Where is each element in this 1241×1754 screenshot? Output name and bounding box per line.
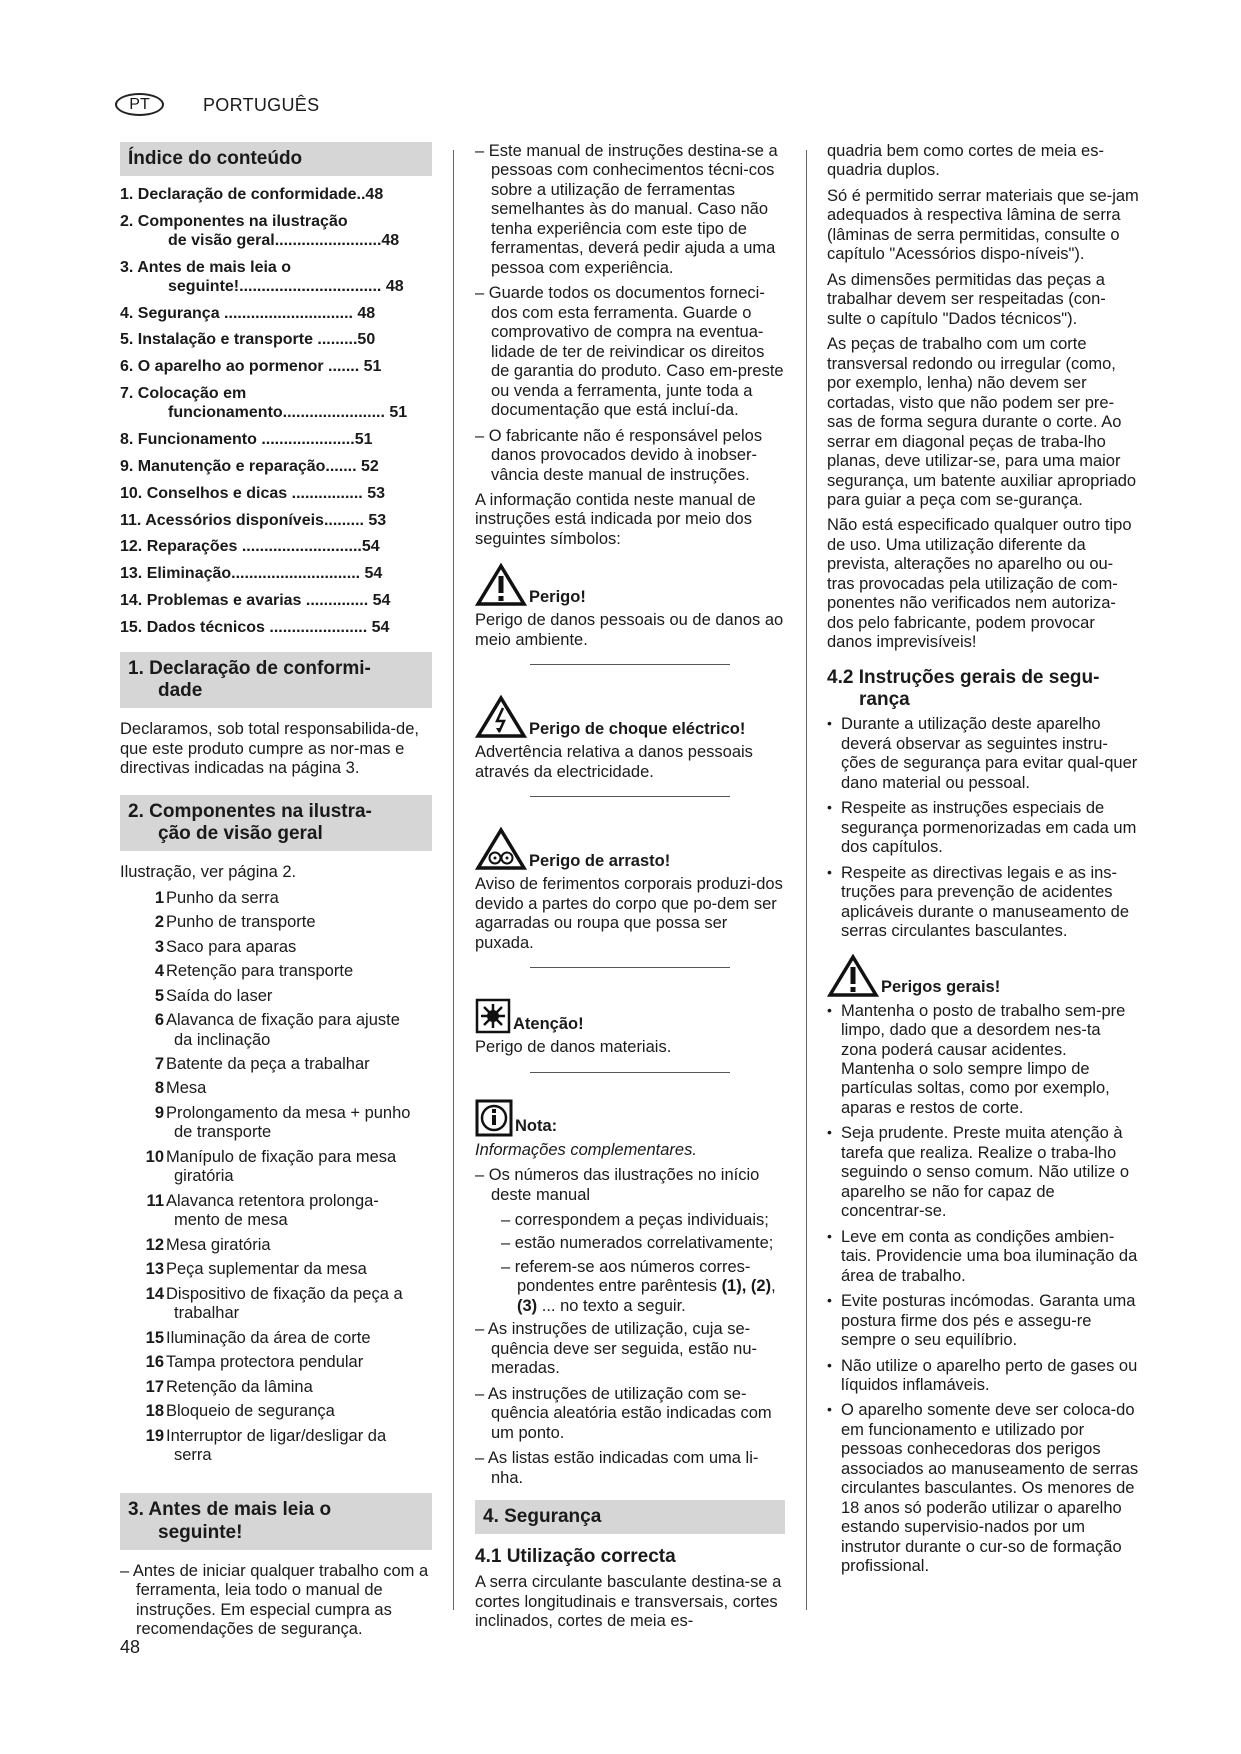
list-item: 13 Peça suplementar da mesa: [145, 1260, 367, 1279]
list-item: 6 Alavanca de fixação para ajuste da inclinação: [154, 1011, 400, 1049]
list-item: 17 Retenção da lâmina: [145, 1377, 313, 1396]
language-label: PORTUGUÊS: [203, 95, 320, 115]
section-1-heading: 1. Declaração de conformi- dade: [120, 652, 432, 708]
list-item: 16 Tampa protectora pendular: [145, 1353, 364, 1372]
section-2-heading: 2. Componentes na ilustra- ção de visão geral: [120, 795, 432, 851]
divider: [530, 967, 730, 968]
entanglement-label: Perigo de arrasto!: [529, 851, 671, 870]
list-item: 5 Saída do laser: [154, 986, 273, 1005]
electric-label: Perigo de choque eléctrico!: [529, 719, 746, 738]
paragraph: – Guarde todos os documentos forneci-dos com esta ferramenta. Guarde o comprovativo de compra na eventua-lidade de ter de reivindicar os direitos de garantia do produto. Caso em-preste ou venda a ferramenta, junte toda a documentação que está incluí-da.: [475, 284, 784, 420]
danger-symbol: [475, 563, 785, 607]
section-4-1-heading: 4.1 Utilização correcta: [475, 1546, 676, 1568]
list-item: 10 Manípulo de fixação para mesa giratória: [145, 1147, 397, 1186]
warning-triangle-icon: [475, 563, 527, 607]
paragraph: – referem-se aos números corres-pondentes entre parêntesis (1), (2), (3) ... no texto a seguir.: [501, 1257, 776, 1315]
list-item: 2 Punho de transporte: [154, 913, 316, 932]
entanglement-icon: [475, 827, 527, 871]
paragraph: A serra circulante basculante destina-se a cortes longitudinais e transversais, cortes inclinados, cortes de meia es-: [475, 1573, 782, 1631]
divider: [530, 1072, 730, 1073]
list-item: 4 Retenção para transporte: [154, 962, 354, 981]
list-item: 15 Iluminação da área de corte: [145, 1328, 371, 1347]
toc-item[interactable]: 2. Componentes na ilustração de visão geral........................48: [120, 213, 400, 249]
list-item: 18 Bloqueio de segurança: [145, 1402, 335, 1421]
paragraph: As dimensões permitidas das peças a trabalhar devem ser respeitadas (con-sulte o capítulo "Dados técnicos").: [827, 270, 1106, 328]
column-divider: [806, 150, 807, 1610]
section-3-text: – Antes de iniciar qualquer trabalho com a ferramenta, leia todo o manual de instruções. Em especial cumpra as recomendações de segurança.: [120, 1561, 429, 1639]
section-2-intro: Ilustração, ver página 2.: [120, 863, 297, 882]
list-item: 9 Prolongamento da mesa + punho de transporte: [154, 1103, 411, 1142]
paragraph: – As instruções de utilização, cuja se-quência deve ser seguida, estão nu-meradas.: [475, 1320, 758, 1378]
list-item: 11 Alavanca retentora prolonga- mento de mesa: [146, 1191, 379, 1230]
general-danger-label: Perigos gerais!: [881, 978, 1001, 997]
list-item: • Respeite as directivas legais e as ins-truções para prevenção de acidentes aplicáveis durante o manuseamento de serras circulantes basculantes.: [827, 864, 1139, 942]
list-item: 8 Mesa: [154, 1079, 207, 1098]
section-4-heading: 4. Segurança: [475, 1500, 785, 1534]
column-2: [475, 142, 785, 1638]
toc-item[interactable]: 7. Colocação em funcionamento....................... 51: [120, 385, 408, 422]
section-4-2-heading: 4.2 Instruções gerais de segu- rança: [827, 666, 1100, 710]
paragraph: – estão numerados correlativamente;: [501, 1234, 774, 1253]
column-3: [827, 142, 1139, 1583]
toc-item[interactable]: 1. Declaração de conformidade..48: [120, 186, 384, 204]
language-badge: PT: [115, 93, 164, 116]
list-item: 19 Interruptor de ligar/desligar da serra: [145, 1426, 387, 1464]
list-item: • Durante a utilização deste aparelho deverá observar as seguintes instru-ções de segurança para evitar qual-quer dano material ou pessoal.: [827, 715, 1139, 793]
note-text: Informações complementares.: [475, 1140, 697, 1159]
list-item: • Não utilize o aparelho perto de gases ou líquidos inflamáveis.: [827, 1357, 1139, 1396]
danger-label: Perigo!: [529, 587, 586, 606]
column-1: [120, 142, 432, 1646]
section-3-heading: 3. Antes de mais leia o seguinte!: [120, 1493, 432, 1549]
paragraph: – correspondem a peças individuais;: [501, 1211, 769, 1229]
list-item: • Seja prudente. Preste muita atenção à tarefa que realiza. Realize o traba-lho seguindo o senso comum. Não utilize o aparelho se não for capaz de concentrar-se.: [827, 1124, 1139, 1221]
paragraph: – Este manual de instruções destina-se a pessoas com conhecimentos técni-cos sobre a utilização de ferramentas semelhantes às do manual. Caso não tenha experiência com este tipo de ferramentas, deverá pedir ajuda a uma pessoa com experiência.: [475, 142, 778, 277]
toc-heading: Índice do conteúdo: [120, 142, 432, 176]
toc-item[interactable]: 4. Segurança ............................. 48: [120, 304, 376, 322]
paragraph: Não está especificado qualquer outro tipo de uso. Uma utilização diferente da prevista, alterações no aparelho ou ou-tras provocadas pela utilização de com-ponentes não verificados nem autoriza-dos pelo fabricante, podem provocar danos imprevisíveis!: [827, 516, 1132, 652]
attention-text: Perigo de danos materiais.: [475, 1038, 672, 1057]
danger-text: Perigo de danos pessoais ou de danos ao meio ambiente.: [475, 611, 784, 649]
toc-item[interactable]: 10. Conselhos e dicas ................ 53: [120, 484, 385, 502]
paragraph: – As instruções de utilização com se-quência aleatória estão indicadas com um ponto.: [475, 1384, 772, 1442]
attention-symbol: [475, 998, 785, 1034]
attention-icon: [475, 998, 511, 1034]
paragraph: A informação contida neste manual de instruções está indicada por meio dos seguintes símbolos:: [475, 490, 756, 548]
paragraph: Só é permitido serrar materiais que se-jam adequados à respectiva lâmina de serra (lâminas de serra permitidas, consulte o capítulo "Acessórios dispo-níveis").: [827, 186, 1139, 264]
parts-list: [142, 889, 432, 1466]
note-symbol: [475, 1099, 785, 1137]
entanglement-symbol: [475, 827, 785, 871]
list-item: 7 Batente da peça a trabalhar: [154, 1055, 370, 1073]
toc-item[interactable]: 3. Antes de mais leia o seguinte!................................ 48: [120, 258, 404, 295]
toc-item[interactable]: 14. Problemas e avarias .............. 54: [120, 592, 391, 610]
list-item: • Mantenha o posto de trabalho sem-pre limpo, dado que a desordem nes-ta zona poderá causar acidentes. Mantenha o solo sempre limpo de partículas soltas, como por exemplo, aparas e restos de corte.: [827, 1002, 1139, 1119]
general-danger-symbol: [827, 954, 1139, 998]
electric-text: Advertência relativa a danos pessoais através da electricidade.: [475, 743, 753, 781]
paragraph: quadria bem como cortes de meia es-quadria duplos.: [827, 142, 1104, 180]
toc-item[interactable]: 9. Manutenção e reparação....... 52: [120, 457, 379, 475]
paragraph: – O fabricante não é responsável pelos danos provocados devido à inobser-vância deste manual de instruções.: [475, 426, 763, 484]
paragraph: – As listas estão indicadas com uma li-nha.: [475, 1449, 759, 1487]
toc-item[interactable]: 12. Reparações ...........................54: [120, 538, 380, 556]
toc-item[interactable]: 13. Eliminação............................. 54: [120, 565, 383, 583]
toc-item[interactable]: 5. Instalação e transporte .........50: [120, 331, 376, 349]
divider: [530, 796, 730, 797]
paragraph: – Os números das ilustrações no início deste manual: [475, 1166, 760, 1204]
warning-triangle-icon: [827, 954, 879, 998]
info-icon: [475, 1099, 513, 1137]
section-1-text: Declaramos, sob total responsabilida-de, que este produto cumpre as nor-mas e directivas indicadas na página 3.: [120, 720, 419, 778]
list-item: • Leve em conta as condições ambien-tais. Providencie uma boa iluminação da área de trabalho.: [827, 1228, 1139, 1286]
entanglement-text: Aviso de ferimentos corporais produzi-dos devido a partes do corpo que po-dem ser agarradas ou roupa que possa ser puxada.: [475, 875, 783, 952]
electric-shock-icon: [475, 695, 527, 739]
electric-symbol: [475, 695, 785, 739]
toc-list: [120, 186, 432, 638]
attention-label: Atenção!: [513, 1014, 584, 1033]
paragraph: As peças de trabalho com um corte transversal redondo ou irregular (como, por exemplo, lenha) não devem ser cortadas, visto que não podem ser pre-sas de forma segura durante o corte. Ao serrar em diagonal peças de traba-lho planas, deve utilizar-se, para uma maior segurança, um batente auxiliar apropriado para guiar a peça com se-gurança.: [827, 335, 1137, 509]
list-item: • Respeite as instruções especiais de segurança pormenorizadas em cada um dos capítulos.: [827, 799, 1139, 857]
toc-item[interactable]: 8. Funcionamento .....................51: [120, 430, 373, 448]
list-item: • Evite posturas incómodas. Garanta uma postura firme dos pés e assegu-re sempre o seu equilíbrio.: [827, 1292, 1139, 1350]
list-item: 3 Saco para aparas: [154, 937, 297, 956]
list-item: 14 Dispositivo de fixação da peça a trabalhar: [145, 1284, 403, 1323]
toc-item[interactable]: 6. O aparelho ao pormenor ....... 51: [120, 358, 382, 376]
divider: [530, 664, 730, 665]
toc-item[interactable]: 11. Acessórios disponíveis......... 53: [120, 511, 387, 529]
list-item: 12 Mesa giratória: [145, 1235, 271, 1254]
toc-item[interactable]: 15. Dados técnicos ...................... 54: [120, 619, 390, 637]
note-label: Nota:: [515, 1117, 558, 1136]
list-item: • O aparelho somente deve ser coloca-do em funcionamento e utilizado por pessoas conhecedoras dos perigos associados ao manuseamento de serras circulantes basculantes. Os menores de 18 anos só poderão utilizar o aparelho estando supervisio-nados por um instrutor durante o cur-so de formação profissional.: [827, 1401, 1139, 1576]
page-number: 48: [120, 1637, 141, 1657]
column-divider: [453, 150, 454, 1610]
list-item: 1 Punho da serra: [154, 888, 279, 907]
